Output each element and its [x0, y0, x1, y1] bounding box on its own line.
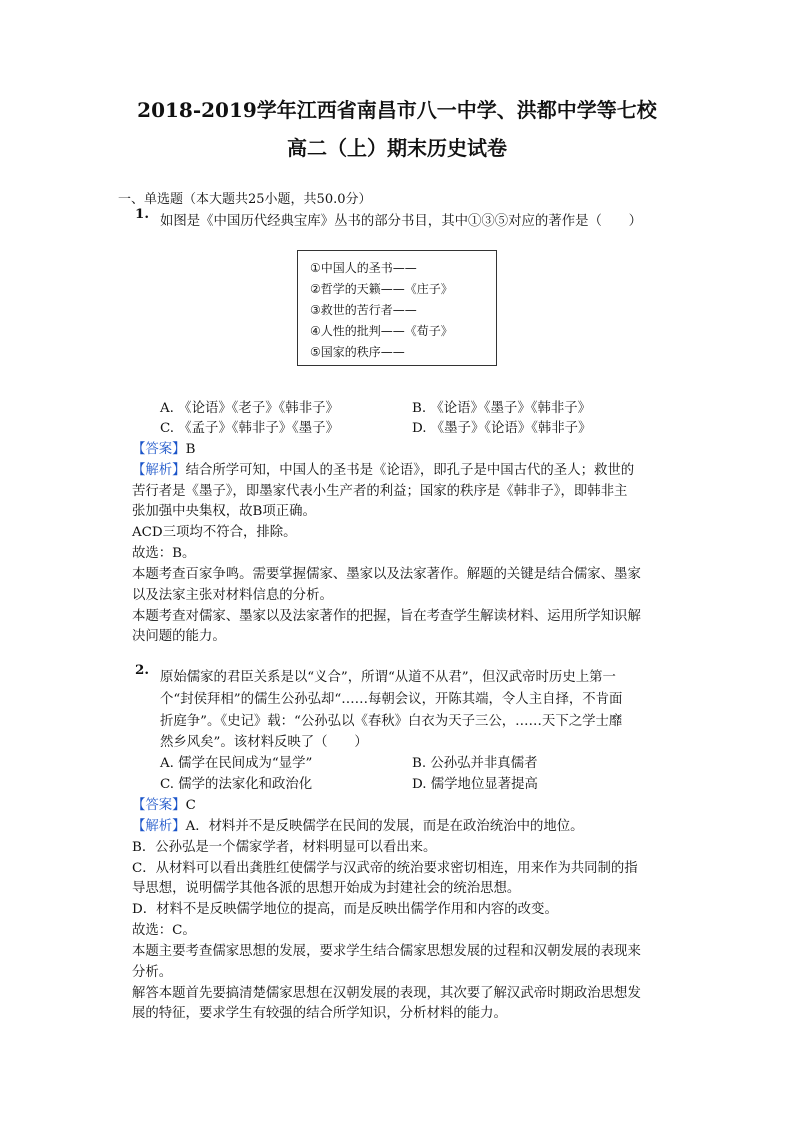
answer-value: B — [185, 442, 196, 457]
q1-analysis-line: 苦行者是《墨子》，即墨家代表小生产者的利益；国家的秩序是《韩非子》，即韩非主 — [132, 484, 628, 499]
q1-option-b: B. 《论语》《墨子》《韩非子》 — [412, 401, 592, 416]
answer-tag: 【答案】 — [132, 798, 186, 813]
analysis-tag: 【解析】 — [132, 819, 186, 834]
q1-figure-line: ①中国人的圣书—— — [310, 261, 417, 275]
q2-stem-line: 原始儒家的君臣关系是以“义合”，所谓“从道不从君”，但汉武帝时历史上第一 — [160, 670, 616, 685]
q1-figure — [297, 250, 497, 366]
q1-analysis-line: 故选：B。 — [132, 546, 196, 561]
q2-analysis-line: 故选：C。 — [132, 923, 196, 938]
q2-option-b: B. 公孙弘并非真儒者 — [412, 756, 538, 771]
q1-analysis-line: ACD三项均不符合，排除。 — [132, 525, 297, 540]
answer-value: C — [185, 798, 196, 813]
q2-answer — [132, 794, 196, 813]
q1-option-a: A. 《论语》《老子》《韩非子》 — [160, 401, 339, 416]
q2-number: 2. — [135, 662, 149, 678]
q1-analysis-line: 本题考查对儒家、墨家以及法家著作的把握，旨在考查学生解读材料、运用所学知识解 — [132, 609, 641, 624]
q2-analysis-line: 导思想，说明儒学其他各派的思想开始成为封建社会的统治思想。 — [132, 881, 521, 896]
q1-option-c: C. 《孟子》《韩非子》《墨子》 — [160, 421, 339, 436]
analysis-tag: 【解析】 — [132, 463, 186, 478]
q2-option-a: A. 儒学在民间成为“显学” — [160, 756, 313, 771]
q2-analysis-line: B．公孙弘是一个儒家学者，材料明显可以看出来。 — [132, 840, 437, 855]
q2-analysis-line: 解答本题首先要搞清楚儒家思想在汉朝发展的表现，其次要了解汉武帝时期政治思想发 — [132, 986, 641, 1001]
q2-analysis-line: C．从材料可以看出龚胜红使儒学与汉武帝的统治要求密切相连，用来作为共同制的指 — [132, 861, 638, 876]
section-header: 一、单选题（本大题共25小题，共50.0分） — [118, 192, 372, 207]
answer-tag: 【答案】 — [132, 442, 186, 457]
q2-option-d: D. 儒学地位显著提高 — [412, 777, 538, 792]
q1-figure-line: ⑤国家的秩序—— — [310, 345, 405, 359]
q2-analysis-line: D．材料不是反映儒学地位的提高，而是反映出儒学作用和内容的改变。 — [132, 902, 558, 917]
q2-analysis-line: 本题主要考查儒家思想的发展，要求学生结合儒家思想发展的过程和汉朝发展的表现来 — [132, 944, 641, 959]
q2-analysis-first — [132, 815, 584, 834]
q1-analysis-first — [132, 459, 634, 478]
analysis-text: 结合所学可知，中国人的圣书是《论语》，即孔子是中国古代的圣人；救世的 — [185, 463, 635, 478]
q1-analysis-line: 决问题的能力。 — [132, 629, 226, 644]
q1-option-d: D. 《墨子》《论语》《韩非子》 — [412, 421, 592, 436]
q2-analysis-line: 展的特征，要求学生有较强的结合所学知识，分析材料的能力。 — [132, 1006, 507, 1021]
q1-figure-line: ③救世的苦行者—— — [310, 303, 417, 317]
q1-analysis-line: 本题考查百家争鸣。需要掌握儒家、墨家以及法家著作。解题的关键是结合儒家、墨家 — [132, 567, 641, 582]
q1-figure-line: ②哲学的天籁——《庄子》 — [310, 282, 453, 296]
q1-analysis-line: 张加强中央集权，故B项正确。 — [132, 504, 316, 519]
q2-option-c: C. 儒学的法家化和政治化 — [160, 777, 313, 792]
q1-stem: 如图是《中国历代经典宝库》丛书的部分书目，其中①③⑤对应的著作是（ ） — [160, 214, 643, 229]
doc-title-line2: 高二（上）期末历史试卷 — [287, 136, 507, 160]
q2-stem-line: 折庭争”。《史记》载：“公孙弘以《春秋》白衣为天子三公，……天下之学士靡 — [160, 714, 623, 729]
doc-title-line1: 2018-2019学年江西省南昌市八一中学、洪都中学等七校 — [137, 98, 657, 122]
q1-number: 1. — [135, 206, 149, 222]
q1-answer — [132, 438, 195, 457]
q1-analysis-line: 以及法家主张对材料信息的分析。 — [132, 588, 333, 603]
analysis-text: A．材料并不是反映儒学在民间的发展，而是在政治统治中的地位。 — [185, 819, 584, 834]
q2-stem-line: 然乡风矣”。该材料反映了（ ） — [160, 735, 368, 750]
q2-stem-line: 个“封侯拜相”的儒生公孙弘却“……每朝会议，开陈其端，令人主自择，不肯面 — [160, 692, 623, 707]
q1-figure-line: ④人性的批判——《荀子》 — [310, 324, 453, 338]
q2-analysis-line: 分析。 — [132, 965, 173, 980]
